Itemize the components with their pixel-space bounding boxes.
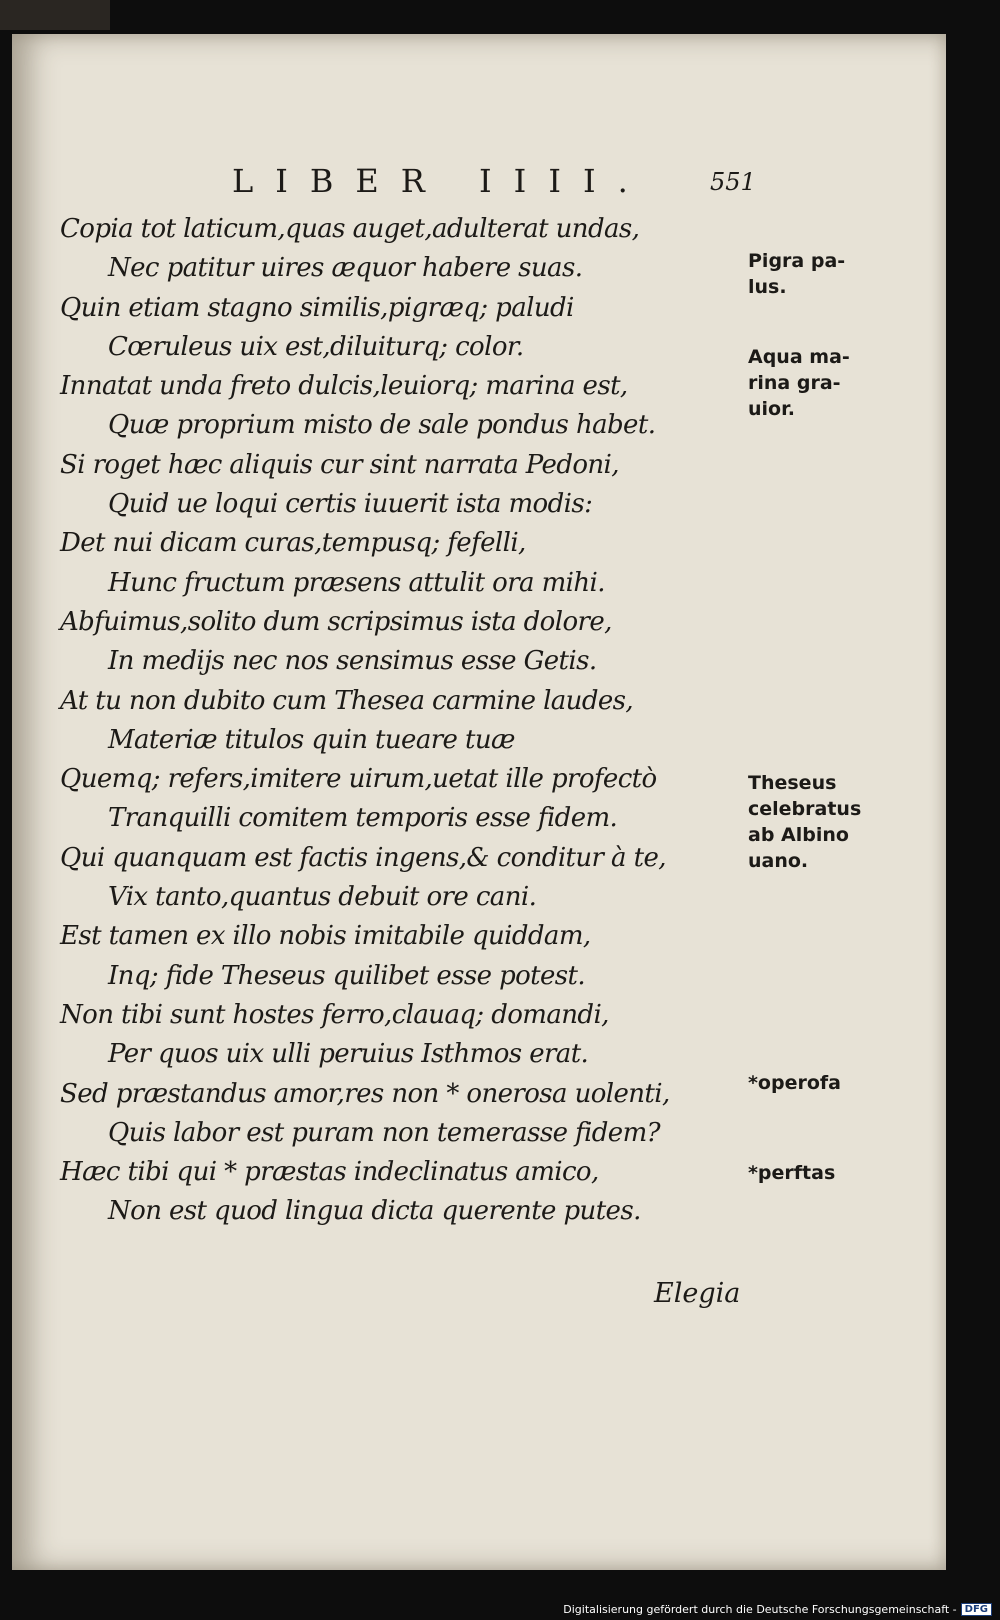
verse-line: Innatat unda freto dulcis,leuiorq; marina est,: [60, 371, 628, 402]
verse-line: Det nui dicam curas,tempusq; fefelli,: [60, 528, 526, 559]
margin-note: Theseus celebratus ab Albino uano.: [748, 772, 862, 872]
dfg-logo: DFG: [961, 1603, 992, 1616]
verse-line: At tu non dubito cum Thesea carmine laudes,: [60, 685, 634, 716]
catchword: Elegia: [654, 1278, 741, 1309]
verse-line: Nec patitur uires æquor habere suas.: [108, 253, 583, 284]
verse-line: Tranquilli comitem temporis esse fidem.: [108, 803, 618, 834]
margin-note: Aqua ma- rina gra- uior.: [748, 346, 850, 420]
verse-line: Inq; fide Theseus quilibet esse potest.: [108, 960, 586, 991]
verse-line: Quis labor est puram non temerasse fidem?: [108, 1117, 660, 1148]
verse-line: Non est quod lingua dicta querente putes.: [108, 1196, 641, 1227]
verse-line: Sed præstandus amor,res non * onerosa uolenti,: [60, 1078, 670, 1109]
verse-line: In medijs nec nos sensimus esse Getis.: [108, 646, 597, 677]
verse-line: Hunc fructum præsens attulit ora mihi.: [108, 567, 605, 598]
margin-note: *perftas: [748, 1162, 836, 1184]
verse-line: Materiæ titulos quin tueare tuæ: [108, 724, 515, 755]
verse-line: Quin etiam stagno similis,pigræq; paludi: [60, 292, 574, 323]
margin-note: Pigra pa- lus.: [748, 250, 846, 298]
verse-line: Si roget hæc aliquis cur sint narrata Pedoni,: [60, 449, 619, 480]
verse-line: Quemq; refers,imitere uirum,uetat ille profectò: [60, 764, 657, 795]
verse-line: Quæ proprium misto de sale pondus habet.: [108, 410, 656, 441]
footer-text: Digitalisierung gefördert durch die Deutsche Forschungsgemeinschaft -: [563, 1603, 957, 1616]
verse-line: Est tamen ex illo nobis imitabile quiddam,: [60, 921, 591, 952]
verse-line: Quid ue loqui certis iuuerit ista modis:: [108, 489, 593, 520]
folio-number: 551: [710, 168, 756, 196]
margin-note: *operofa: [748, 1072, 841, 1094]
running-head: LIBER IIII.: [232, 162, 650, 200]
scan-corner: [0, 0, 110, 30]
verse-line: Vix tanto,quantus debuit ore cani.: [108, 882, 537, 913]
verse-line: Per quos uix ulli peruius Isthmos erat.: [108, 1039, 589, 1070]
verse-block: [60, 210, 680, 1232]
book-page: [12, 34, 946, 1570]
verse-line: Non tibi sunt hostes ferro,clauaq; domandi,: [60, 999, 609, 1030]
digitization-footer: [563, 1603, 992, 1616]
verse-line: Cœruleus uix est,diluiturq; color.: [108, 331, 524, 362]
verse-line: Abfuimus,solito dum scripsimus ista dolore,: [60, 606, 612, 637]
verse-line: Hæc tibi qui * præstas indeclinatus amico,: [60, 1157, 599, 1188]
verse-line: Qui quanquam est factis ingens,& conditur à te,: [60, 842, 666, 873]
verse-line: Copia tot laticum,quas auget,adulterat undas,: [60, 214, 640, 244]
